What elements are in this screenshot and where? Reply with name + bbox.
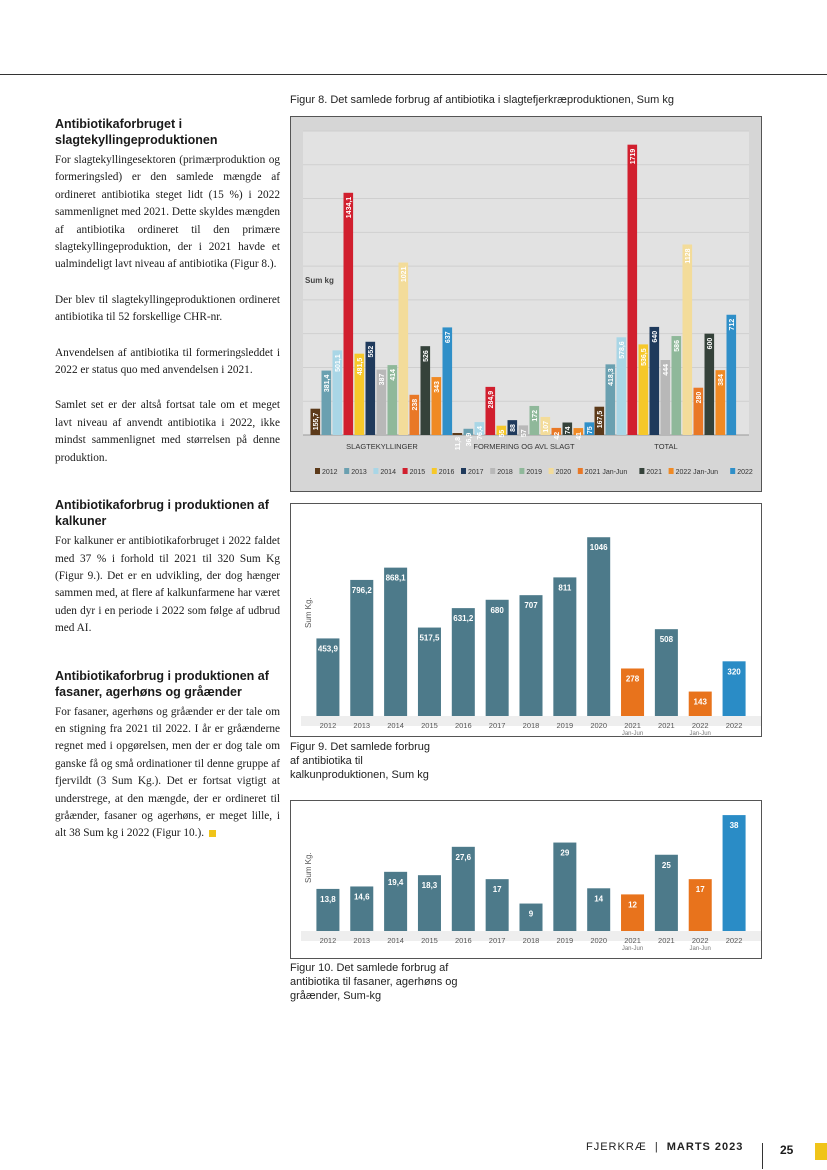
bar-value-label: 444 bbox=[662, 364, 670, 376]
figure-10-chart bbox=[290, 800, 762, 959]
bar-value-label: 501,1 bbox=[334, 354, 342, 372]
figure-9-caption: Figur 9. Det samlede forbrug af antibiotika til kalkunproduktionen, Sum kg bbox=[290, 741, 431, 781]
bar-value-label: 76,4 bbox=[476, 426, 484, 440]
bar-value-label: 414 bbox=[389, 369, 397, 381]
bar-value-label: 1719 bbox=[629, 148, 637, 165]
bar-value-label: 278 bbox=[625, 674, 640, 684]
bar-value-label: 88 bbox=[509, 424, 517, 432]
bar-value-label: 14 bbox=[594, 894, 604, 904]
tick-label: 2018 bbox=[522, 936, 540, 945]
tick-label: 2015 bbox=[421, 936, 438, 945]
figure-8-chart bbox=[290, 116, 762, 492]
section-heading-game-birds: Antibiotikaforbrug i produktionen af fasaner, agerhøns og gråænder bbox=[55, 668, 269, 699]
legend-swatch bbox=[315, 468, 320, 474]
tick-label: 2018 bbox=[522, 721, 540, 730]
bar-value-label: 517,5 bbox=[419, 633, 440, 643]
article-column bbox=[55, 116, 280, 843]
legend-label: 2018 bbox=[497, 469, 513, 476]
bar-value-label: 320 bbox=[727, 667, 741, 677]
legend-swatch bbox=[669, 468, 674, 474]
tick-label: 2013 bbox=[353, 936, 371, 945]
bar-value-label: 1021 bbox=[400, 266, 408, 283]
bar-value-label: 578,6 bbox=[618, 341, 626, 359]
bar-value-label: 453,9 bbox=[317, 644, 338, 654]
legend-swatch bbox=[519, 468, 524, 474]
bar-value-label: 18,3 bbox=[421, 881, 438, 891]
bar-2015 bbox=[344, 193, 354, 435]
figure-8-svg bbox=[291, 117, 761, 491]
legend-label: 2021 Jan-Jun bbox=[584, 469, 628, 476]
page-number: 25 bbox=[780, 1143, 794, 1157]
bar-value-label: 36,9 bbox=[465, 432, 473, 447]
top-rule bbox=[0, 74, 827, 75]
bar-value-label: 712 bbox=[728, 318, 736, 331]
bar-value-label: 381,4 bbox=[323, 374, 331, 393]
y-axis-label: Sum kg bbox=[305, 276, 334, 285]
paragraph bbox=[55, 704, 280, 843]
tick-label: 2019 bbox=[556, 721, 574, 730]
tick-label: 2020 bbox=[590, 936, 608, 945]
bar-value-label: 631,2 bbox=[453, 614, 474, 624]
bar-value-label: 796,2 bbox=[351, 585, 372, 595]
bar-value-label: 42 bbox=[553, 431, 561, 440]
bar-value-label: 343 bbox=[433, 381, 441, 393]
tick-label: 2019 bbox=[556, 936, 574, 945]
bar-value-label: 284,9 bbox=[487, 390, 495, 409]
paragraph: For kalkuner er antibiotikaforbruget i 2022 faldet med 37 % i forhold til 2021 til 320 Sum Kg (Figur 9.). Det er en udvikling, der dog hænger sammen med, at flere af kalkunfarmene har været uden dyr i en periode i 2022 som følge af udbrud med AI. bbox=[55, 535, 280, 635]
legend-label: 2013 bbox=[351, 469, 367, 476]
legend-swatch bbox=[344, 468, 349, 474]
bar bbox=[350, 580, 373, 716]
footer-divider bbox=[762, 1143, 763, 1169]
footer-masthead: FJERKRÆ | MARTS 2023 bbox=[586, 1141, 744, 1153]
bar-value-label: 811 bbox=[558, 583, 572, 593]
bar-value-label: 19,4 bbox=[387, 877, 404, 887]
legend-swatch bbox=[578, 468, 583, 474]
legend-label: 2017 bbox=[468, 469, 484, 476]
tick-label: 2021 bbox=[658, 721, 675, 730]
tick-sublabel: Jan-Jun bbox=[621, 731, 644, 736]
tick-label: 2022 bbox=[725, 721, 743, 730]
bar-value-label: 9 bbox=[528, 909, 534, 919]
tick-label: 2020 bbox=[590, 721, 608, 730]
bar-value-label: 41 bbox=[575, 432, 583, 440]
bar-value-label: 387 bbox=[378, 373, 386, 386]
tick-sublabel: Jan-Jun bbox=[621, 946, 644, 952]
bar-value-label: 1128 bbox=[684, 248, 692, 264]
figure-10-caption: Figur 10. Det samlede forbrug af antibiotika til fasaner, agerhøns og gråænder, Sum-kg bbox=[290, 962, 458, 1002]
bar-value-label: 586 bbox=[673, 340, 681, 352]
section-heading-turkeys: Antibiotikaforbrug i produktionen af kalkuner bbox=[55, 498, 269, 529]
tick-label: 2022 bbox=[691, 936, 709, 945]
tick-label: 2016 bbox=[454, 936, 472, 945]
bar-value-label: 172 bbox=[531, 409, 539, 422]
paragraph-text: For fasaner, agerhøns og gråænder er der tale om en stigning fra 2021 til 2022. I år er gråænderne regnet med i opgørelsen, men der er dog tale om ganske få og små ordinationer til denne gruppe af fjervildt (3 Sum Kg.). Det er fortsat vigtigt at understrege, at den mængde, der er ordineret til gråænder, fasaner og agerhøns, er meget lille, i alt 38 Sum kg i 2022 (Figur 10.). bbox=[55, 705, 280, 840]
tick-label: 2021 bbox=[624, 721, 641, 730]
bar-value-label: 143 bbox=[693, 697, 707, 707]
bar-value-label: 17 bbox=[492, 885, 502, 895]
legend-swatch bbox=[549, 468, 554, 474]
footer-issue: MARTS 2023 bbox=[666, 1141, 744, 1153]
bar bbox=[384, 568, 407, 716]
legend-label: 2014 bbox=[380, 469, 396, 476]
legend-label: 2012 bbox=[322, 469, 338, 476]
bar-value-label: 508 bbox=[659, 635, 674, 645]
bar-value-label: 14,6 bbox=[353, 892, 370, 902]
footer-magazine: FJERKRÆ bbox=[586, 1141, 647, 1153]
bar-value-label: 238 bbox=[411, 398, 419, 411]
tick-label: 2013 bbox=[353, 721, 371, 730]
tick-sublabel: Jan-Jun bbox=[689, 946, 711, 952]
paragraph: For slagtekyllingesektoren (primærproduktion og formeringsled) er den samlede mængde af ordineret antibiotika steget lidt (15 %) i 2022 sammenlignet med 2021. Dette skyldes mængden af antibiotika ordineret til den primære slagtekyllingeproduktion, der i 2021 havde et ualmindeligt lavt niveau af antibiotika (Figur 8.). bbox=[55, 154, 280, 271]
bar-2015 bbox=[628, 145, 638, 435]
bar-value-label: 707 bbox=[524, 601, 538, 611]
tick-label: 2022 bbox=[691, 721, 709, 730]
tick-label: 2017 bbox=[488, 721, 506, 730]
bar-value-label: 637 bbox=[444, 331, 452, 344]
legend-swatch bbox=[730, 468, 735, 474]
legend-swatch bbox=[403, 468, 408, 474]
y-axis-label: Sum Kg. bbox=[304, 852, 313, 883]
figure-8-caption: Figur 8. Det samlede forbrug af antibiotika i slagtefjerkræproduktionen, Sum kg bbox=[290, 94, 674, 106]
bar-value-label: 280 bbox=[695, 391, 703, 404]
bar bbox=[553, 577, 576, 716]
bar-value-label: 155,7 bbox=[312, 412, 320, 431]
bar bbox=[723, 815, 746, 931]
tick-label: 2014 bbox=[387, 721, 404, 730]
bar-value-label: 1046 bbox=[589, 543, 608, 553]
bar-value-label: 38 bbox=[729, 821, 739, 831]
bar-value-label: 57 bbox=[520, 429, 528, 438]
legend-label: 2022 bbox=[737, 469, 753, 476]
legend-swatch bbox=[639, 468, 644, 474]
bar-value-label: 640 bbox=[651, 330, 659, 343]
legend-label: 2021 bbox=[646, 469, 662, 476]
tick-label: 2014 bbox=[387, 936, 404, 945]
tick-label: 2022 bbox=[725, 936, 743, 945]
figure-9-svg bbox=[291, 504, 761, 736]
bar-value-label: 12 bbox=[628, 900, 637, 910]
bar-2020 bbox=[683, 244, 693, 435]
legend-swatch bbox=[432, 468, 437, 474]
bar-2022 bbox=[727, 315, 737, 435]
figure-10-svg bbox=[291, 801, 761, 958]
legend-swatch bbox=[490, 468, 495, 474]
tick-label: 2012 bbox=[319, 721, 337, 730]
bar-value-label: 75 bbox=[586, 426, 594, 435]
legend-label: 2015 bbox=[409, 469, 426, 476]
paragraph: Anvendelsen af antibiotika til formeringsleddet i 2022 er status quo med anvendelsen i 2021. bbox=[55, 346, 280, 377]
bar-value-label: 27,6 bbox=[455, 852, 472, 862]
category-label: FORMERING OG AVL SLAGT bbox=[473, 442, 575, 451]
bar-value-label: 481,5 bbox=[356, 357, 364, 376]
bar-value-label: 536,5 bbox=[640, 348, 648, 366]
legend-label: 2019 bbox=[526, 469, 542, 476]
end-mark-icon bbox=[209, 830, 216, 837]
legend-label: 2016 bbox=[438, 469, 455, 476]
bar-value-label: 526 bbox=[422, 350, 430, 362]
tick-label: 2021 bbox=[658, 936, 675, 945]
bar-value-label: 74 bbox=[564, 426, 572, 435]
bar-value-label: 13,8 bbox=[320, 894, 336, 904]
bar-value-label: 17 bbox=[695, 885, 705, 895]
legend-label: 2020 bbox=[555, 469, 572, 476]
tick-label: 2012 bbox=[319, 936, 337, 945]
paragraph: Der blev til slagtekyllingeproduktionen ordineret antibiotika til 52 forskellige CHR-nr. bbox=[55, 293, 280, 324]
bar-value-label: 25 bbox=[661, 860, 671, 870]
bar-value-label: 11,8 bbox=[454, 437, 462, 451]
bar bbox=[486, 600, 509, 716]
bar bbox=[519, 595, 542, 716]
bar-value-label: 680 bbox=[490, 605, 504, 615]
tick-sublabel: Jan-Jun bbox=[689, 731, 711, 736]
tick-label: 2021 bbox=[624, 936, 641, 945]
tick-label: 2015 bbox=[421, 721, 438, 730]
bar-value-label: 384 bbox=[717, 374, 725, 386]
bar-2020 bbox=[399, 263, 409, 435]
category-label: TOTAL bbox=[654, 442, 678, 451]
bar-value-label: 552 bbox=[367, 345, 375, 358]
bar-value-label: 107 bbox=[542, 420, 550, 433]
bar-value-label: 418,3 bbox=[607, 368, 615, 386]
legend-swatch bbox=[461, 468, 466, 474]
bar-value-label: 167,5 bbox=[596, 410, 604, 429]
y-axis-label: Sum Kg. bbox=[304, 597, 313, 628]
bar bbox=[587, 537, 610, 716]
tick-label: 2017 bbox=[488, 936, 506, 945]
bar bbox=[452, 608, 475, 716]
figure-9-chart bbox=[290, 503, 762, 737]
category-label: SLAGTEKYLLINGER bbox=[346, 442, 418, 451]
section-heading-broilers: Antibiotikaforbruget i slagtekyllingeproduktionen bbox=[55, 117, 218, 147]
bar-value-label: 29 bbox=[560, 848, 570, 858]
bar-value-label: 55 bbox=[498, 429, 506, 438]
legend-swatch bbox=[373, 468, 378, 474]
bar-value-label: 600 bbox=[706, 337, 714, 350]
legend-label: 2022 Jan-Jun bbox=[675, 469, 719, 476]
paragraph: Samlet set er der altså fortsat tale om et meget lavt niveau af anvendt antibiotika i 2022, ikke mindst sammenlignet med størrelsen på denne produktion. bbox=[55, 399, 280, 464]
bar-value-label: 1434,1 bbox=[345, 196, 353, 219]
tick-label: 2016 bbox=[454, 721, 472, 730]
page-tab bbox=[815, 1143, 827, 1160]
bar-2012 bbox=[453, 433, 463, 435]
bar-value-label: 868,1 bbox=[385, 573, 406, 583]
